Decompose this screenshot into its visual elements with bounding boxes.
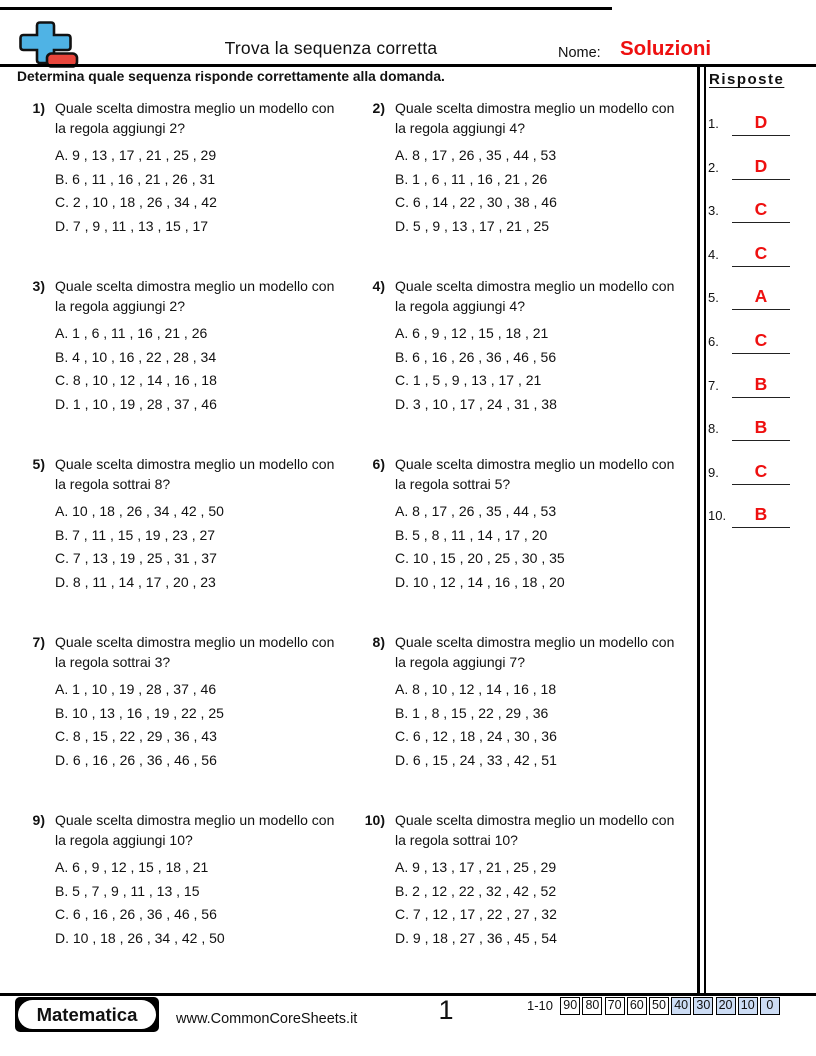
choice-option: C. 7 , 12 , 17 , 22 , 27 , 32 xyxy=(395,906,557,922)
choice-option: A. 10 , 18 , 26 , 34 , 42 , 50 xyxy=(55,503,224,519)
choice-option: A. 9 , 13 , 17 , 21 , 25 , 29 xyxy=(395,859,557,875)
choice-option: C. 6 , 14 , 22 , 30 , 38 , 46 xyxy=(395,194,557,210)
answer-number: 2. xyxy=(708,159,719,175)
answer-value: C xyxy=(732,243,790,267)
name-label: Nome: xyxy=(558,45,601,61)
score-cell: 90 xyxy=(560,997,580,1015)
question-text: Quale scelta dimostra meglio un modello con la regola aggiungi 4? xyxy=(395,100,675,136)
choice-option: D. 9 , 18 , 27 , 36 , 45 , 54 xyxy=(395,929,557,946)
choice-option: C. 7 , 13 , 19 , 25 , 31 , 37 xyxy=(55,550,217,566)
sidebar-divider-outer xyxy=(697,64,700,995)
choice-option: A. 6 , 9 , 12 , 15 , 18 , 21 xyxy=(55,859,209,875)
choice-option: D. 7 , 9 , 11 , 13 , 15 , 17 xyxy=(55,217,209,234)
choice-option: B. 10 , 13 , 16 , 19 , 22 , 25 xyxy=(55,704,224,721)
answer-value: C xyxy=(732,461,790,485)
page-title: Trova la sequenza corretta xyxy=(224,38,438,58)
answer-value: C xyxy=(732,330,790,354)
choice-option: B. 6 , 16 , 26 , 36 , 46 , 56 xyxy=(395,348,557,365)
question-block xyxy=(357,99,692,238)
instruction-text: Determina quale sequenza risponde correttamente alla domanda. xyxy=(17,69,445,84)
question-block xyxy=(17,99,352,238)
choices-list xyxy=(55,144,347,238)
choices-list xyxy=(55,500,347,594)
question-body xyxy=(395,277,687,416)
question-number: 8) xyxy=(372,634,385,650)
question-block xyxy=(17,455,352,594)
choices-list xyxy=(395,678,687,772)
choice-option: A. 1 , 10 , 19 , 28 , 37 , 46 xyxy=(55,681,217,697)
question-number: 3) xyxy=(32,278,45,294)
choice-option: C. 8 , 10 , 12 , 14 , 16 , 18 xyxy=(55,372,217,388)
question-body xyxy=(395,455,687,594)
choice-option: A. 8 , 17 , 26 , 35 , 44 , 53 xyxy=(395,503,557,519)
choice-option: B. 5 , 8 , 11 , 14 , 17 , 20 xyxy=(395,526,548,543)
answer-value: A xyxy=(732,286,790,310)
choice-option: A. 9 , 13 , 17 , 21 , 25 , 29 xyxy=(55,147,217,163)
question-text: Quale scelta dimostra meglio un modello con la regola sottrai 5? xyxy=(395,456,675,492)
brand-pill xyxy=(18,1000,156,1029)
choice-option: A. 6 , 9 , 12 , 15 , 18 , 21 xyxy=(395,325,549,341)
question-text: Quale scelta dimostra meglio un modello con la regola aggiungi 7? xyxy=(395,634,675,670)
question-block xyxy=(17,633,352,772)
question-number: 7) xyxy=(32,634,45,650)
choices-list xyxy=(55,678,347,772)
choice-option: B. 7 , 11 , 15 , 19 , 23 , 27 xyxy=(55,526,216,543)
brand-badge xyxy=(15,997,159,1032)
choices-list xyxy=(395,856,687,950)
question-block xyxy=(357,277,692,416)
answer-item xyxy=(704,243,814,267)
answer-number: 7. xyxy=(708,377,719,393)
answers-title: Risposte xyxy=(709,71,785,88)
question-block xyxy=(357,455,692,594)
answer-item xyxy=(704,374,814,398)
score-cell: 50 xyxy=(649,997,669,1015)
choice-option: C. 10 , 15 , 20 , 25 , 30 , 35 xyxy=(395,550,565,566)
choice-option: A. 8 , 17 , 26 , 35 , 44 , 53 xyxy=(395,147,557,163)
choices-list xyxy=(395,500,687,594)
answer-item xyxy=(704,504,814,528)
question-body xyxy=(55,99,347,238)
question-block xyxy=(17,811,352,950)
answer-number: 6. xyxy=(708,334,719,349)
question-text: Quale scelta dimostra meglio un modello con la regola sottrai 8? xyxy=(55,456,335,492)
answer-item xyxy=(704,112,814,136)
choice-option: C. 6 , 12 , 18 , 24 , 30 , 36 xyxy=(395,728,557,744)
answer-item xyxy=(704,330,814,354)
choice-option: B. 1 , 8 , 15 , 22 , 29 , 36 xyxy=(395,704,549,721)
choice-option: D. 8 , 11 , 14 , 17 , 20 , 23 xyxy=(55,573,216,590)
answer-number: 4. xyxy=(708,246,719,262)
brand-label: Matematica xyxy=(36,1003,138,1025)
answer-item xyxy=(704,461,814,485)
question-number: 1) xyxy=(32,100,45,116)
choice-option: B. 5 , 7 , 9 , 11 , 13 , 15 xyxy=(55,882,200,899)
answer-number: 10. xyxy=(708,508,727,524)
question-text: Quale scelta dimostra meglio un modello con la regola sottrai 3? xyxy=(55,634,335,670)
score-strip xyxy=(527,997,780,1015)
choice-option: D. 10 , 18 , 26 , 34 , 42 , 50 xyxy=(55,929,225,946)
choice-option: C. 8 , 15 , 22 , 29 , 36 , 43 xyxy=(55,728,217,744)
choice-option: C. 1 , 5 , 9 , 13 , 17 , 21 xyxy=(395,372,542,388)
question-text: Quale scelta dimostra meglio un modello con la regola aggiungi 2? xyxy=(55,100,335,136)
score-cell: 30 xyxy=(693,997,713,1015)
question-number: 2) xyxy=(372,100,385,116)
choice-option: B. 6 , 11 , 16 , 21 , 26 , 31 xyxy=(55,170,216,187)
answer-number: 5. xyxy=(708,290,719,306)
question-block xyxy=(357,811,692,950)
answer-item xyxy=(704,156,814,180)
choice-option: D. 3 , 10 , 17 , 24 , 31 , 38 xyxy=(395,395,557,412)
answer-value: B xyxy=(732,504,790,528)
score-cell: 20 xyxy=(716,997,736,1015)
footer-divider xyxy=(0,993,816,996)
answer-item xyxy=(704,417,814,441)
answer-value: C xyxy=(732,199,790,223)
score-cell: 60 xyxy=(627,997,647,1015)
question-text: Quale scelta dimostra meglio un modello con la regola aggiungi 2? xyxy=(55,278,335,314)
answer-number: 1. xyxy=(708,116,719,131)
score-cell: 40 xyxy=(671,997,691,1015)
choice-option: C. 2 , 10 , 18 , 26 , 34 , 42 xyxy=(55,194,217,210)
choice-option: A. 8 , 10 , 12 , 14 , 16 , 18 xyxy=(395,681,557,697)
choices-list xyxy=(55,856,347,950)
question-body xyxy=(395,99,687,238)
answer-value: D xyxy=(732,156,790,180)
choices-list xyxy=(395,144,687,238)
choice-option: D. 5 , 9 , 13 , 17 , 21 , 25 xyxy=(395,217,550,234)
choices-list xyxy=(395,322,687,416)
choice-option: B. 2 , 12 , 22 , 32 , 42 , 52 xyxy=(395,882,557,899)
question-text: Quale scelta dimostra meglio un modello con la regola aggiungi 10? xyxy=(55,812,335,848)
choice-option: D. 1 , 10 , 19 , 28 , 37 , 46 xyxy=(55,395,217,412)
answer-value: B xyxy=(732,374,790,398)
question-number: 6) xyxy=(372,456,385,472)
name-value-solutions: Soluzioni xyxy=(620,37,712,60)
answer-number: 3. xyxy=(708,203,719,219)
question-block xyxy=(17,277,352,416)
site-url: www.CommonCoreSheets.it xyxy=(176,1011,358,1027)
question-number: 5) xyxy=(32,456,45,472)
question-text: Quale scelta dimostra meglio un modello con la regola aggiungi 4? xyxy=(395,278,675,314)
answer-number: 8. xyxy=(708,421,719,437)
answer-number: 9. xyxy=(708,464,719,480)
choice-option: B. 1 , 6 , 11 , 16 , 21 , 26 xyxy=(395,170,548,187)
answer-item xyxy=(704,286,814,310)
question-text: Quale scelta dimostra meglio un modello con la regola sottrai 10? xyxy=(395,812,675,848)
question-body xyxy=(55,455,347,594)
question-number: 10) xyxy=(364,812,385,828)
answer-item xyxy=(704,199,814,223)
choice-option: B. 4 , 10 , 16 , 22 , 28 , 34 xyxy=(55,348,217,365)
question-number: 4) xyxy=(372,278,385,294)
question-body xyxy=(55,277,347,416)
score-cell: 80 xyxy=(582,997,602,1015)
question-body xyxy=(395,633,687,772)
score-range-label: 1-10 xyxy=(527,998,554,1014)
score-cell: 0 xyxy=(760,997,780,1015)
question-body xyxy=(395,811,687,950)
question-number: 9) xyxy=(32,812,45,828)
answer-value: D xyxy=(732,112,790,136)
choice-option: C. 6 , 16 , 26 , 36 , 46 , 56 xyxy=(55,906,217,922)
choice-option: A. 1 , 6 , 11 , 16 , 21 , 26 xyxy=(55,325,208,341)
question-body xyxy=(55,811,347,950)
page-number: 1 xyxy=(438,995,454,1025)
question-body xyxy=(55,633,347,772)
score-cell: 10 xyxy=(738,997,758,1015)
question-block xyxy=(357,633,692,772)
score-cell: 70 xyxy=(605,997,625,1015)
choice-option: D. 10 , 12 , 14 , 16 , 18 , 20 xyxy=(395,573,565,590)
answer-value: B xyxy=(732,417,790,441)
choices-list xyxy=(55,322,347,416)
choice-option: D. 6 , 15 , 24 , 33 , 42 , 51 xyxy=(395,751,557,768)
choice-option: D. 6 , 16 , 26 , 36 , 46 , 56 xyxy=(55,751,217,768)
